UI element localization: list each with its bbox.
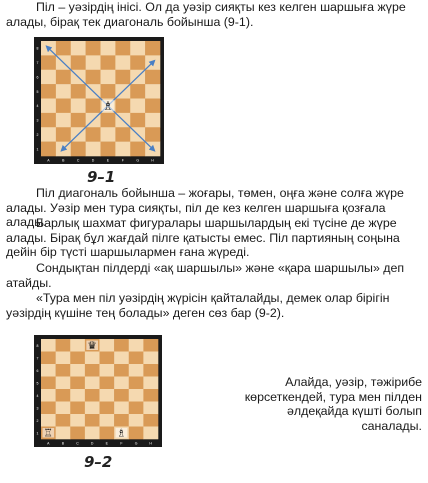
board-square: [41, 414, 56, 427]
board-square: [114, 402, 129, 415]
board-square: [115, 142, 130, 157]
figure-1-caption: 9–1: [87, 168, 116, 186]
file-label: H: [151, 158, 154, 163]
board-square: [114, 352, 129, 365]
board-square: [114, 339, 129, 352]
board-square: [86, 127, 101, 142]
board-square: [56, 113, 71, 128]
board-square: [70, 414, 85, 427]
rank-label: 6: [36, 75, 39, 80]
board-square: [145, 41, 160, 56]
board-2-svg: [34, 335, 162, 447]
board-square: [114, 377, 129, 390]
rank-label: 8: [36, 343, 39, 348]
board-square: [101, 142, 116, 157]
paragraph-3: Сондықтан пілдерді «ақ шаршылы» және «қара шаршылы» деп атайды.: [6, 261, 405, 290]
board-square: [41, 84, 56, 99]
board-square: [71, 99, 86, 114]
board-square: [56, 99, 71, 114]
file-label: G: [134, 441, 138, 446]
white-bishop-piece-icon: ♗: [116, 426, 127, 440]
board-square: [130, 99, 145, 114]
rank-label: 7: [36, 356, 39, 361]
rank-label: 1: [36, 147, 39, 152]
chessboard-figure-2: [34, 335, 162, 447]
board-square: [101, 55, 116, 70]
board-square: [130, 55, 145, 70]
board-square: [100, 352, 115, 365]
board-square: [101, 127, 116, 142]
board-square: [86, 142, 101, 157]
board-square: [100, 364, 115, 377]
board-square: [41, 113, 56, 128]
board-square: [114, 389, 129, 402]
white-rook-piece-icon: ♖: [43, 426, 54, 440]
board-square: [145, 99, 160, 114]
board-square: [145, 70, 160, 85]
board-square: [115, 99, 130, 114]
board-square: [129, 352, 144, 365]
board-square: [130, 113, 145, 128]
side-paragraph: Алайда, уәзір, тәжірибе көрсеткендей, тура мен пілден әлдеқайда күшті болып саналады.: [244, 375, 422, 433]
board-square: [71, 113, 86, 128]
board-square: [130, 142, 145, 157]
board-square: [129, 402, 144, 415]
file-label: G: [136, 158, 140, 163]
board-square: [70, 339, 85, 352]
file-label: F: [121, 158, 124, 163]
bishop-piece-icon: ♗: [102, 99, 114, 113]
board-square: [129, 339, 144, 352]
rank-label: 7: [36, 61, 39, 66]
black-queen-piece-icon: ♛: [87, 339, 97, 352]
board-square: [56, 352, 71, 365]
rank-label: 6: [36, 368, 39, 373]
board-square: [41, 352, 56, 365]
board-square: [143, 377, 158, 390]
rank-label: 4: [36, 104, 39, 109]
board-square: [56, 427, 71, 440]
rank-label: 3: [36, 118, 39, 123]
board-square: [85, 377, 100, 390]
board-square: [130, 41, 145, 56]
board-square: [143, 352, 158, 365]
rank-label: 1: [36, 431, 39, 436]
board-square: [56, 41, 71, 56]
board-square: [70, 377, 85, 390]
board-square: [86, 99, 101, 114]
board-square: [143, 402, 158, 415]
board-square: [56, 70, 71, 85]
board-square: [85, 352, 100, 365]
board-square: [41, 142, 56, 157]
file-label: B: [61, 441, 65, 446]
board-square: [143, 364, 158, 377]
board-square: [41, 377, 56, 390]
file-label: A: [47, 158, 50, 163]
board-square: [41, 55, 56, 70]
rank-label: 3: [36, 406, 39, 411]
board-square: [86, 41, 101, 56]
board-square: [56, 127, 71, 142]
file-label: E: [106, 158, 110, 163]
board-square: [56, 364, 71, 377]
file-label: B: [62, 158, 65, 163]
board-square: [41, 364, 56, 377]
chessboard-figure-1: [34, 37, 164, 164]
file-label: A: [47, 441, 50, 446]
board-square: [41, 339, 56, 352]
board-square: [129, 377, 144, 390]
board-square: [114, 364, 129, 377]
board-square: [101, 84, 116, 99]
file-label: H: [149, 441, 152, 446]
board-square: [70, 364, 85, 377]
rank-label: 8: [36, 46, 39, 51]
board-square: [41, 127, 56, 142]
board-square: [114, 414, 129, 427]
board-square: [145, 127, 160, 142]
board-square: [71, 55, 86, 70]
board-square: [70, 402, 85, 415]
board-square: [70, 352, 85, 365]
board-square: [143, 389, 158, 402]
board-square: [85, 427, 100, 440]
board-square: [41, 389, 56, 402]
board-square: [115, 127, 130, 142]
file-label: D: [90, 441, 94, 446]
file-label: C: [76, 441, 79, 446]
rank-label: 5: [36, 89, 39, 94]
board-square: [56, 402, 71, 415]
board-square: [70, 389, 85, 402]
intro-paragraph: Піл – уәзірдің інісі. Ол да уәзір сияқты кез келген шаршыға жүре алады, бірақ тек диагональ бойынша (9-1).: [6, 0, 406, 29]
board-square: [100, 414, 115, 427]
board-square: [115, 70, 130, 85]
rank-label: 2: [36, 132, 39, 137]
board-square: [100, 427, 115, 440]
paragraph-2: Барлық шахмат фигуралары шаршылардың екі түсіне де жүре алады. Бірақ бұл жағдай пілге қатысты емес. Піл партияның соңына дейін бір түсті шаршылармен ғана жүреді.: [6, 216, 400, 260]
paragraph-4: «Тура мен піл уәзірдің жүрісін қайталайды, демек олар бірігін уәзірдің күшіне тең болады» деген сөз бар (9-2).: [6, 291, 390, 320]
board-square: [56, 377, 71, 390]
figure-2-caption: 9–2: [84, 453, 113, 471]
board-square: [71, 41, 86, 56]
board-square: [130, 84, 145, 99]
file-label: D: [91, 158, 95, 163]
board-square: [115, 55, 130, 70]
board-square: [129, 414, 144, 427]
file-label: F: [120, 441, 123, 446]
paragraph-1: Піл диагональ бойынша – жоғары, төмен, оңға және солға жүре алады. Уәзір мен тура сияқты, піл де кез келген шаршыға қозғала алады.: [6, 186, 404, 230]
board-square: [100, 389, 115, 402]
file-label: E: [105, 441, 108, 446]
board-square: [71, 142, 86, 157]
board-square: [56, 339, 71, 352]
board-square: [56, 84, 71, 99]
board-square: [85, 364, 100, 377]
board-square: [101, 70, 116, 85]
board-square: [85, 389, 100, 402]
board-square: [70, 427, 85, 440]
board-square: [129, 389, 144, 402]
board-square: [86, 55, 101, 70]
board-square: [56, 389, 71, 402]
file-label: C: [76, 158, 80, 163]
board-square: [145, 113, 160, 128]
board-square: [41, 70, 56, 85]
board-square: [143, 427, 158, 440]
rank-label: 4: [36, 393, 39, 398]
board-square: [56, 414, 71, 427]
board-square: [41, 99, 56, 114]
board-square: [143, 414, 158, 427]
board-square: [86, 70, 101, 85]
board-square: [71, 84, 86, 99]
board-square: [129, 364, 144, 377]
board-square: [115, 41, 130, 56]
board-square: [100, 402, 115, 415]
board-1-svg: [34, 37, 164, 164]
board-square: [129, 427, 144, 440]
board-square: [85, 414, 100, 427]
board-square: [101, 113, 116, 128]
board-square: [85, 402, 100, 415]
board-square: [41, 402, 56, 415]
board-square: [145, 84, 160, 99]
board-square: [143, 339, 158, 352]
board-square: [100, 377, 115, 390]
rank-label: 5: [36, 381, 39, 386]
board-square: [101, 41, 116, 56]
board-square: [100, 339, 115, 352]
rank-label: 2: [36, 418, 39, 423]
